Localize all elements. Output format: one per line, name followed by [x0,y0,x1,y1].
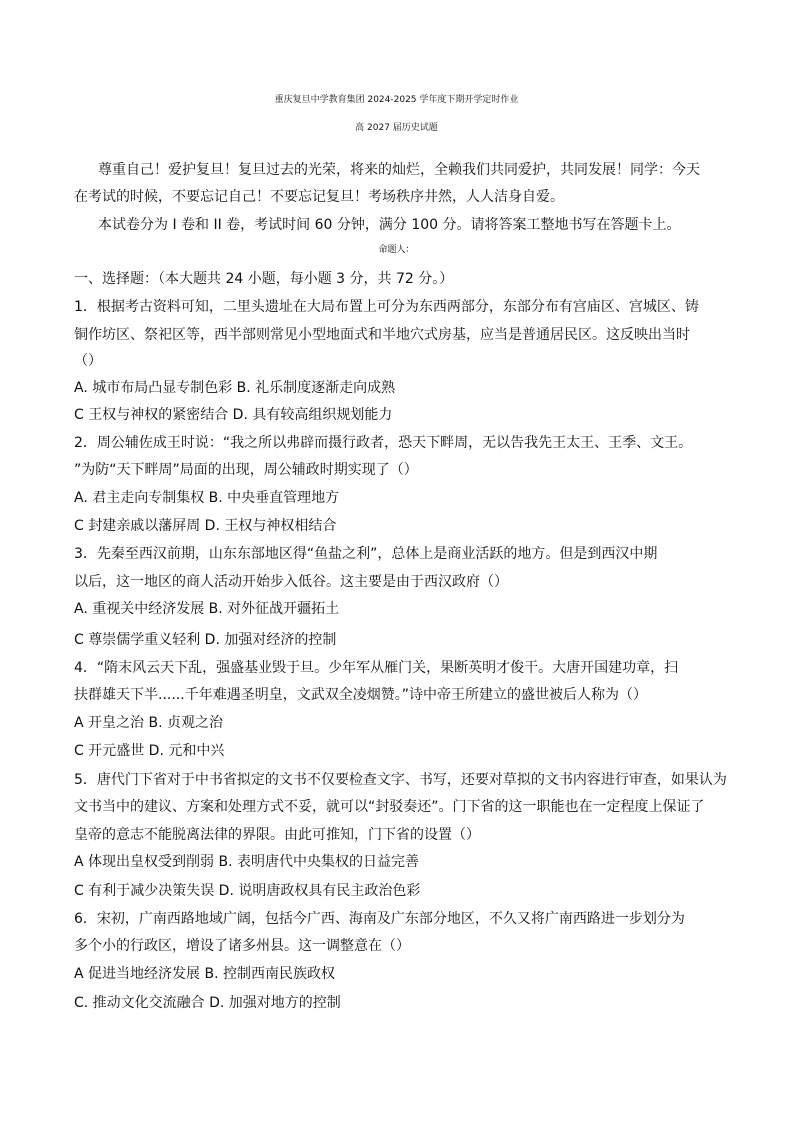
question-option-line: C. 推动文化交流融合 D. 加强对地方的控制 [74,995,341,1011]
question-option-line: A. 城市布局凸显专制色彩 B. 礼乐制度逐渐走向成熟 [74,380,396,396]
question-stem-line: 4．“隋末风云天下乱，强盛基业毁于旦。少年军从雁门关，果断英明才俊干。大唐开国建功章，扫 [74,660,679,676]
question-option-line: C 封建亲戚以藩屏周 D. 王权与神权相结合 [74,518,337,534]
intro-line-2: 在考试的时候，不要忘记自己！不要忘记复旦！考场秩序井然，人人洁身自爱。 [74,189,564,205]
question-option-line: C 尊崇儒学重义轻利 D. 加强对经济的控制 [74,632,337,648]
question-option-line: C 有利于减少决策失误 D. 说明唐政权具有民主政治色彩 [74,883,421,899]
question-stem-line: 1．根据考古资料可知，二里头遗址在大局布置上可分为东西两部分，东部分布有宫庙区、宫城区、铸 [74,299,699,315]
question-stem-line: 5．唐代门下省对于中书省拟定的文书不仅要检查文字、书写，还要对草拟的文书内容进行审查，如果认为 [74,772,727,788]
intro-line-3: 本试卷分为 I 卷和 II 卷，考试时间 60 分钟，满分 100 分。请将答案工整地书写在答题卡上。 [98,217,681,233]
question-option-line: A. 君主走向专制集权 B. 中央垂直管理地方 [74,490,340,506]
question-stem-line: 3．先秦至西汉前期，山东东部地区得“鱼盐之利”，总体上是商业活跃的地方。但是到西汉中期 [74,546,658,562]
question-stem-line: 皇帝的意志不能脱离法律的界限。由此可推知，门下省的设置（） [74,827,480,843]
question-option-line: A 促进当地经济发展 B. 控制西南民族政权 [74,966,335,982]
question-stem-line: （） [74,353,102,369]
question-option-line: A. 重视关中经济发展 B. 对外征战开疆拓土 [74,601,340,617]
question-stem-line: 2．周公辅佐成王时说：“我之所以弗辟而摄行政者，恐天下畔周，无以告我先王太王、王季、文王。 [74,435,693,451]
question-stem-line: 多个小的行政区，增设了诸多州县。这一调整意在（） [74,938,410,954]
question-stem-line: 铜作坊区、祭祀区等，西半部则常见小型地面式和半地穴式房基，应当是普通居民区。这反映出当时 [74,327,690,343]
question-option-line: C 开元盛世 D. 元和中兴 [74,743,225,759]
section-heading: 一、选择题：（本大题共 24 小题，每小题 3 分，共 72 分。） [74,271,454,287]
question-stem-line: 文书当中的建议、方案和处理方式不妥，就可以“封驳奏还”。门下省的这一职能也在一定程度上保证了 [74,799,705,815]
question-option-line: A 开皇之治 B. 贞观之治 [74,715,223,731]
question-option-line: C 王权与神权的紧密结合 D. 具有较高组织规划能力 [74,407,393,423]
question-stem-line: 6．宋初，广南西路地域广阔，包括今广西、海南及广东部分地区，不久又将广南西路进一步划分为 [74,911,685,927]
question-stem-line: ”为防“天下畔周”局面的出现，周公辅政时期实现了（） [74,462,418,478]
question-stem-line: 扶群雄天下半......千年难遇圣明皇，文武双全凌烟赞。”诗中帝王所建立的盛世被后人称为（） [74,687,647,703]
question-stem-line: 以后，这一地区的商人活动开始步入低谷。这主要是由于西汉政府（） [74,574,508,590]
question-option-line: A 体现出皇权受到削弱 B. 表明唐代中央集权的日益完善 [74,854,419,870]
author-label: 命题人： [378,245,415,255]
exam-title: 重庆复旦中学教育集团 2024-2025 学年度下期开学定时作业 [274,95,519,105]
exam-subtitle: 高 2027 届历史试题 [355,123,438,133]
intro-line-1: 尊重自己！爱护复旦！复旦过去的光荣，将来的灿烂，全赖我们共同爱护，共同发展！同学：今天 [98,162,700,178]
